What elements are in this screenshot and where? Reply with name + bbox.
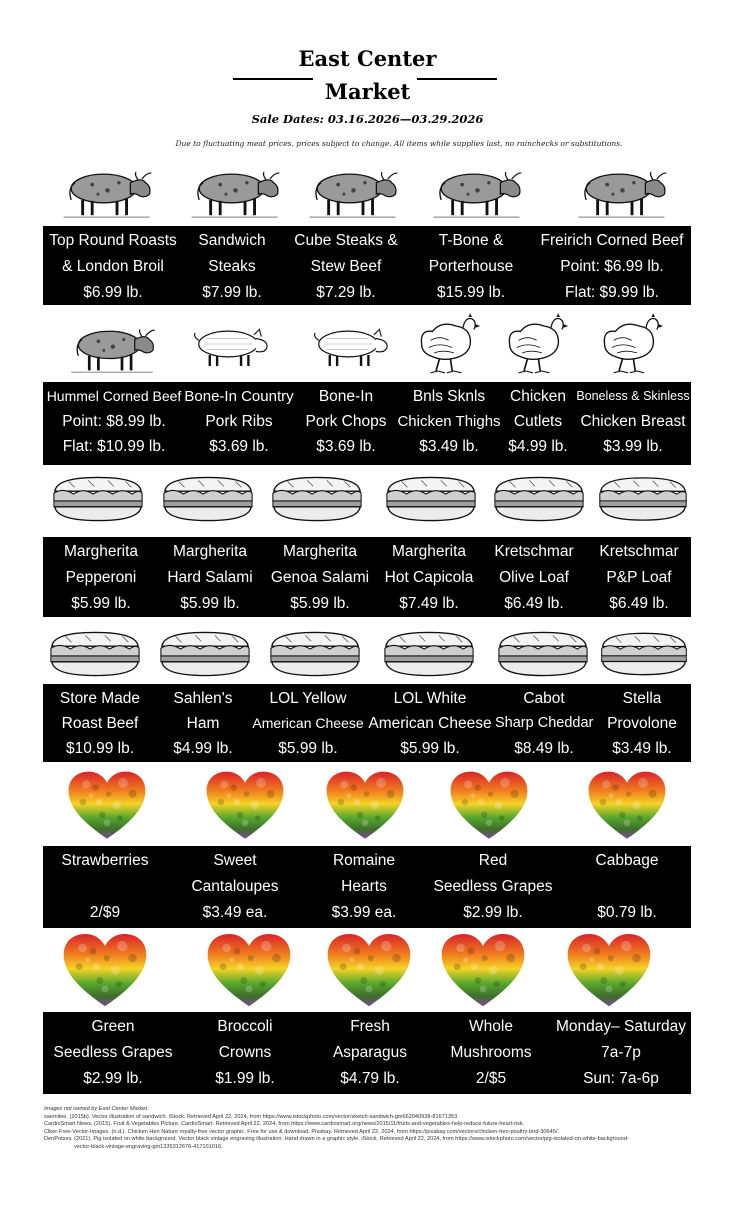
deal-item — [155, 684, 251, 761]
deal-item — [251, 684, 365, 761]
item-name-line: LOL White — [393, 690, 467, 707]
deal-item — [423, 846, 563, 926]
sandwich-icon — [159, 468, 257, 530]
price-band — [43, 1012, 691, 1094]
item-price: $0.79 lb. — [597, 904, 657, 921]
item-price: $6.49 lb. — [504, 595, 564, 612]
item-price: $1.99 lb. — [215, 1070, 275, 1087]
item-name-line: & London Broil — [62, 258, 164, 275]
item-name-line: Asparagus — [332, 1044, 408, 1061]
item-name-line: Point: $8.99 lb. — [62, 413, 166, 430]
item-name-line: Whole — [469, 1018, 513, 1035]
item-price: $4.99 lb. — [173, 740, 233, 757]
disclaimer: Due to fluctuating meat prices, prices subject to change. All items while supplies last, no rainchecks or substitutions. — [175, 139, 623, 148]
item-price: $5.99 lb. — [71, 595, 131, 612]
chicken-icon — [409, 308, 481, 380]
reference-item: Clker-Free-Vector-Images. (n.d.). Chicken Hen Nature royalty-free vector graphic. Free for use & download. Pixabay. Retrieved April 22, 2024, from https://pixabay.com/vectors/chicken-hen-poultry-bird-30645/. — [44, 1128, 559, 1135]
sandwich-icon — [382, 468, 480, 530]
deal-item — [45, 537, 157, 617]
deal-item — [181, 1012, 309, 1092]
item-name-line: Bone-In Country — [184, 388, 294, 405]
produce-heart-icon — [202, 770, 288, 842]
item-name-line: Pork Ribs — [205, 413, 273, 430]
pig-icon — [304, 308, 396, 380]
item-name-line: Cabot — [523, 690, 565, 707]
produce-heart-icon — [322, 770, 408, 842]
sandwich-icon — [46, 624, 144, 684]
deal-item — [157, 537, 263, 617]
produce-heart-icon — [440, 932, 526, 1010]
item-name-line: Margherita — [282, 543, 358, 560]
deal-item — [309, 1012, 431, 1092]
item-name-line: Margherita — [63, 543, 139, 560]
item-name-line: Top Round Roasts — [49, 232, 177, 249]
produce-heart-icon — [584, 770, 670, 842]
deal-item — [551, 1012, 691, 1092]
item-price: Flat: $10.99 lb. — [62, 438, 166, 455]
sandwich-icon — [266, 624, 364, 684]
produce-heart-icon — [62, 932, 148, 1010]
item-name-line: Pork Chops — [305, 413, 387, 430]
price-band — [43, 226, 691, 305]
item-name-line: Hot Capicola — [384, 569, 474, 586]
deal-item — [533, 226, 691, 306]
deal-item — [183, 382, 295, 459]
references — [44, 1106, 704, 1152]
produce-heart-icon — [326, 932, 412, 1010]
deal-item — [45, 382, 183, 459]
item-name-line: T-Bone & — [438, 232, 504, 249]
item-name-line: Provolone — [607, 715, 677, 732]
item-price: $4.79 lb. — [340, 1070, 400, 1087]
item-name-line: Strawberries — [61, 852, 149, 869]
item-name-line: Olive Loaf — [499, 569, 569, 586]
deal-item — [501, 382, 575, 459]
deal-item — [183, 226, 281, 306]
image-row — [44, 770, 691, 842]
item-name-line: American Cheese — [252, 715, 364, 731]
sandwich-icon — [156, 624, 254, 684]
item-price: $8.49 lb. — [514, 740, 574, 757]
item-name-line: Hummel Corned Beef — [46, 388, 182, 404]
deal-item — [575, 382, 691, 459]
item-name-line: Sahlen's — [173, 690, 233, 707]
sale-dates: Sale Dates: 03.16.2026—03.29.2026 — [251, 112, 484, 126]
item-name-line: Steaks — [208, 258, 256, 275]
price-band — [43, 537, 691, 617]
reference-item: vector-black-vintage-engraving-gm1335312676-417101016. — [74, 1143, 223, 1150]
image-row — [44, 624, 691, 684]
deal-item — [165, 846, 305, 926]
deal-item — [563, 846, 691, 926]
chicken-icon — [592, 308, 664, 380]
item-name-line: Seedless Grapes — [53, 1044, 173, 1061]
deal-item — [431, 1012, 551, 1092]
deal-item — [45, 684, 155, 761]
cow-icon — [424, 150, 529, 225]
reference-item: DenPotsev. (2021). Pig isolated on white background. Vector black vintage engraving illustration. Hand drawn in a graphic style. iStock. Retrieved April 22, 2024, from https://www.istockphoto.com/vector/pig-isolated-on-white-background- — [44, 1136, 629, 1143]
item-name-line: 7a-7p — [601, 1044, 641, 1061]
item-name-line: Point: $6.99 lb. — [560, 258, 664, 275]
deal-item — [305, 846, 423, 926]
item-name-line: Store Made — [59, 690, 141, 707]
item-price: $5.99 lb. — [400, 740, 460, 757]
deal-item — [45, 846, 165, 926]
item-name-line: Green — [91, 1018, 135, 1035]
item-name-line: Sandwich — [198, 232, 266, 249]
item-name-line: Kretschmar — [599, 543, 679, 560]
produce-heart-icon — [566, 932, 652, 1010]
item-name-line: LOL Yellow — [269, 690, 347, 707]
produce-heart-icon — [446, 770, 532, 842]
pig-icon — [184, 308, 276, 380]
item-name-line: Genoa Salami — [270, 569, 370, 586]
item-name-line: Sweet — [213, 852, 257, 869]
item-name-line: Pepperoni — [65, 569, 137, 586]
image-row — [44, 308, 691, 380]
deal-item — [495, 684, 593, 761]
item-price: 2/$9 — [89, 904, 121, 921]
item-name-line: Margherita — [391, 543, 467, 560]
cow-icon — [182, 150, 287, 225]
deal-item — [295, 382, 397, 459]
sandwich-icon — [490, 468, 588, 530]
sandwich-icon — [597, 624, 691, 684]
item-name-line: Hearts — [341, 878, 387, 895]
item-name-line: Porterhouse — [428, 258, 514, 275]
page-title-line2: Market — [324, 79, 411, 104]
deal-item — [481, 537, 587, 617]
item-name-line: Cantaloupes — [191, 878, 279, 895]
deal-item — [365, 684, 495, 761]
item-price: Flat: $9.99 lb. — [565, 284, 659, 301]
item-price: $3.49 lb. — [419, 438, 479, 455]
deal-item — [45, 226, 181, 306]
item-price: $4.99 lb. — [508, 438, 568, 455]
item-price: $5.99 lb. — [278, 740, 338, 757]
item-name-line: Romaine — [332, 852, 396, 869]
item-name-line: Boneless & Skinless — [576, 389, 690, 403]
item-name-line: Sharp Cheddar — [495, 715, 594, 731]
item-price: $5.99 lb. — [180, 595, 240, 612]
deal-item — [263, 537, 377, 617]
page-title-line1: East Center — [298, 46, 437, 71]
item-name-line: Roast Beef — [61, 715, 139, 732]
item-price: $2.99 lb. — [463, 904, 523, 921]
item-price: 2/$5 — [475, 1070, 507, 1087]
item-price: $3.99 ea. — [331, 904, 397, 921]
item-price: $3.99 lb. — [603, 438, 663, 455]
item-price: $15.99 lb. — [436, 284, 506, 301]
produce-heart-icon — [206, 932, 292, 1010]
deal-item — [377, 537, 481, 617]
price-band — [43, 684, 691, 762]
item-name-line: Cutlets — [513, 413, 563, 430]
sandwich-icon — [380, 624, 478, 684]
item-name-line: Chicken Breast — [580, 413, 686, 430]
item-name-line — [45, 874, 165, 900]
item-price: Sun: 7a-6p — [583, 1070, 659, 1087]
item-name-line: Bnls Sknls — [412, 388, 486, 405]
item-price: $3.49 lb. — [612, 740, 672, 757]
reference-item: saemilee. (2015b). Vector illustration of sandwich. iStock. Retrieved April 22, 2024, from https://www.istockphoto.com/vector/sketch-sandwich-gm662040938-81671353. — [44, 1113, 459, 1120]
image-row — [44, 150, 691, 225]
deal-item — [411, 226, 531, 306]
item-name-line: Hard Salami — [167, 569, 253, 586]
item-name-line: Red — [478, 852, 508, 869]
price-band — [43, 382, 691, 465]
item-name-line: Bone-In — [318, 388, 374, 405]
deal-item — [45, 1012, 181, 1092]
item-price: $7.49 lb. — [399, 595, 459, 612]
image-row — [44, 468, 691, 530]
sandwich-icon — [494, 624, 592, 684]
item-name-line: Margherita — [172, 543, 248, 560]
deal-item — [587, 537, 691, 617]
cow-icon — [54, 150, 159, 225]
deal-item — [397, 382, 501, 459]
item-name-line: Stella — [622, 690, 662, 707]
item-name-line: Cube Steaks & — [294, 232, 398, 249]
item-price: $2.99 lb. — [83, 1070, 143, 1087]
item-price: $6.49 lb. — [609, 595, 669, 612]
item-price: $10.99 lb. — [65, 740, 135, 757]
item-name-line: Chicken — [510, 388, 566, 405]
chicken-icon — [497, 308, 569, 380]
item-price: $7.99 lb. — [202, 284, 262, 301]
cow-icon — [300, 150, 405, 225]
item-name-line: Fresh — [350, 1018, 390, 1035]
item-name-line: Cabbage — [595, 852, 659, 869]
item-name-line: Seedless Grapes — [433, 878, 553, 895]
sandwich-icon — [49, 468, 147, 530]
reference-note: Images not owned by East Center Market. — [44, 1106, 149, 1112]
item-price: $5.99 lb. — [290, 595, 350, 612]
item-name-line: P&P Loaf — [606, 569, 672, 586]
reference-item: CardioSmart News. (2015). Fruit & Vegetables Picture. CardioSmart. Retrieved April 22, 2024, from https://www.cardiosmart.org/news/2015/11/fruits-and-vegetables-help-reduce-future-heart-risk. — [44, 1121, 525, 1128]
image-row — [44, 932, 691, 1010]
item-name-line: Crowns — [218, 1044, 272, 1061]
item-name-line: Ham — [186, 715, 220, 732]
price-band — [43, 846, 691, 928]
deal-item — [283, 226, 409, 306]
deal-item — [593, 684, 691, 761]
produce-heart-icon — [64, 770, 150, 842]
cow-icon — [569, 150, 674, 225]
item-price: $6.99 lb. — [83, 284, 143, 301]
sandwich-icon — [268, 468, 366, 530]
item-name-line: Freirich Corned Beef — [540, 232, 684, 249]
item-price: $3.69 lb. — [316, 438, 376, 455]
cow-icon — [62, 308, 162, 380]
item-price: $7.29 lb. — [316, 284, 376, 301]
item-price: $3.69 lb. — [209, 438, 269, 455]
item-name-line: Mushrooms — [450, 1044, 532, 1061]
item-name-line: Broccoli — [217, 1018, 273, 1035]
sandwich-icon — [595, 468, 691, 530]
item-name-line — [563, 874, 691, 900]
item-name-line: Kretschmar — [494, 543, 574, 560]
item-name-line: Stew Beef — [310, 258, 382, 275]
item-price: $3.49 ea. — [202, 904, 268, 921]
item-name-line: American Cheese — [368, 715, 492, 732]
item-name-line: Monday– Saturday — [555, 1018, 687, 1035]
item-name-line: Chicken Thighs — [397, 413, 501, 430]
